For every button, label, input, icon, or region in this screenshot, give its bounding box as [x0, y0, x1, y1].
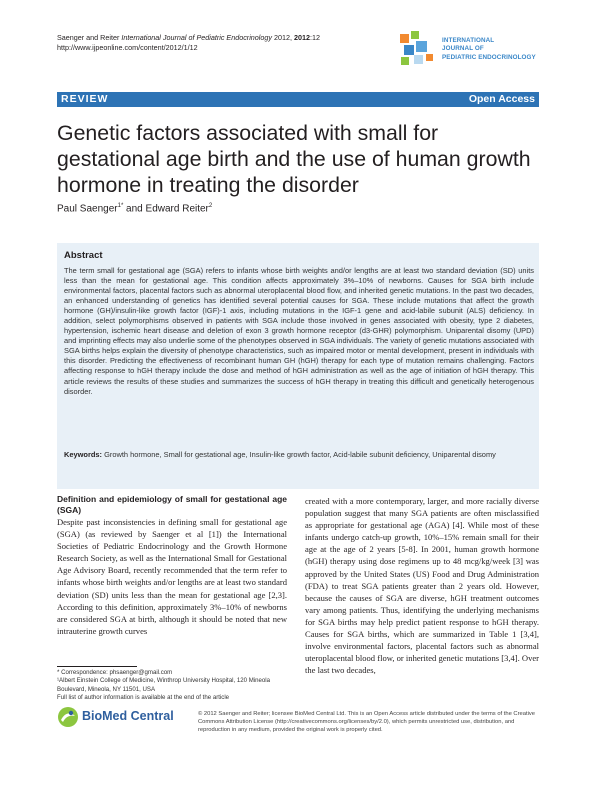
publisher-name: BioMed Central [82, 709, 174, 723]
author-affiliation-mark: 1* [117, 203, 124, 209]
author-name: Edward Reiter [145, 203, 209, 215]
publisher-logo [57, 706, 177, 728]
author-info-note: Full list of author information is available at the end of the article [57, 694, 230, 702]
footnotes [57, 669, 292, 703]
keywords [64, 450, 530, 460]
journal-logo-icon [398, 28, 440, 70]
footnote-divider [57, 666, 137, 667]
biomed-central-icon [57, 706, 79, 728]
open-access-label: Open Access [468, 93, 535, 105]
article-title: Genetic factors associated with small for gestational age birth and the use of human growth hormone in treating the disorder [57, 121, 531, 197]
logo-line-1: INTERNATIONAL [442, 37, 495, 44]
citation-journal: International Journal of Pediatric Endocrinology [121, 33, 272, 42]
citation-header [57, 33, 320, 53]
affiliation-note: ¹Albert Einstein College of Medicine, Winthrop University Hospital, 120 Mineola Boulevard, Mineola, NY 11501, USA [57, 677, 271, 693]
license-text: © 2012 Saenger and Reiter; licensee BioMed Central Ltd. This is an Open Access article distributed under the terms of the Creative Commons Attribution License (http://creativecommons.org/licenses/by/2.0), which permits unrestricted use, distribution, and reproduction in any medium, provided the original work is properly cited. [198, 711, 536, 733]
body-column-right [305, 495, 539, 676]
article-type-label: REVIEW [61, 93, 109, 105]
logo-line-3: PEDIATRIC ENDOCRINOLOGY [442, 53, 536, 61]
correspondence-note: * Correspondence: phsaenger@gmail.com [57, 669, 173, 676]
article-url[interactable]: http://www.ijpeonline.com/content/2012/1/12 [57, 43, 198, 52]
author-list [57, 203, 212, 214]
body-column-left [57, 494, 287, 637]
journal-logo-text [442, 37, 536, 62]
body-paragraph: Despite past inconsistencies in defining small for gestational age (SGA) (as reviewed by Saenger et al [1]) the International Societies of Pediatric Endocrinology and the Growth Hormone Research Society, as well as the International Small for Gestational Age Advisory Board, recently recommended that the term refer to infants whose birth weights and/or lengths are at least two standard deviation (SD) units less than the mean for gestational age [2,3]. According to this definition, approximately 3%–10% of newborns are considered SGA at birth, although it should be noted that new intrauterine growth curves [57, 517, 287, 636]
citation-authors: Saenger and Reiter [57, 33, 120, 42]
abstract-text: The term small for gestational age (SGA) refers to infants whose birth weights and/or lengths are at least two standard deviation (SD) units less than the mean for gestational age. This condition affects approximately 3%–10% of newborns. Causes for SGA birth include environmental factors, placental factors such as abnormal uteroplacental blood flow, and inherited genetic mutations. In the past two decades, an enhanced understanding of genetics has identified several potential causes for SGA. These include mutations that affect the growth hormone (GH)/insulin-like growth factor (IGF)-1 axis, including mutations in the IGF-1 gene and acid-labile subunit (ALS) deficiency. In addition, select polymorphisms observed in patients with SGA include those involved in genes associated with obesity, type 2 diabetes, hypertension, ischemic heart disease and deletion of exon 3 growth hormone receptor (d3-GHR) polymorphism. Uniparental disomy (UPD) and imprinting effects may also underlie some of the phenotypes observed in SGA individuals. The variety of genetic mutations associated with SGA births helps explain the diversity of phenotype characteristics, such as impaired motor or mental development, present in individuals with this disorder. Predicting the effectiveness of recombinant human GH (hGH) therapy for each type of mutation remains challenging. Factors affecting response to hGH therapy include the dose and method of hGH administration as well as the age of initiation of hGH therapy. This article reviews the results of these studies and summarizes the success of hGH therapy in treating this difficult and genetically heterogenous disorder. [64, 266, 534, 396]
author-conjunction: and [123, 203, 146, 215]
author-affiliation-mark: 2 [208, 203, 213, 209]
citation-issue: :12 [309, 33, 320, 42]
logo-line-2: JOURNAL OF [442, 45, 484, 53]
citation-volume: 2012 [293, 33, 310, 42]
keywords-list: Growth hormone, Small for gestational age, Insulin-like growth factor, Acid-labile subunit deficiency, Uniparental disomy [102, 450, 496, 459]
body-paragraph: created with a more contemporary, larger, and more racially diverse population suggest that many SGA patients are often misclassified as appropriate for gestational age (AGA) [4]. While most of these infants undergo catch-up growth, 10%–15% remain small for their age at the age of 2 years [5-8]. In 2001, human growth hormone (hGH) therapy using dose regimens up to 48 mcg/kg/week [3] was approved by the United States (US) Food and Drug Administration (FDA) to treat SGA patients greater than 2 years old. However, because the causes of SGA are diverse, hGH treatment outcomes vary among patients. Thus, identifying the underlying mechanisms for SGA births may help predict patient response to hGH therapy. Causes for SGA births, which are summarized in Table 1 [3,4], involve environmental factors, placental factors such as abnormal uteroplacental blood flow, or inherited genetic mutations [3,4]. Over the last two decades, [305, 496, 539, 676]
abstract-heading: Abstract [64, 250, 103, 261]
citation-year: 2012, [273, 33, 292, 42]
keywords-label: Keywords: [64, 450, 103, 459]
author-name: Paul Saenger [57, 203, 118, 215]
section-heading: Definition and epidemiology of small for gestational age (SGA) [57, 494, 287, 515]
journal-logo [398, 28, 548, 78]
article-type-banner [57, 92, 539, 107]
